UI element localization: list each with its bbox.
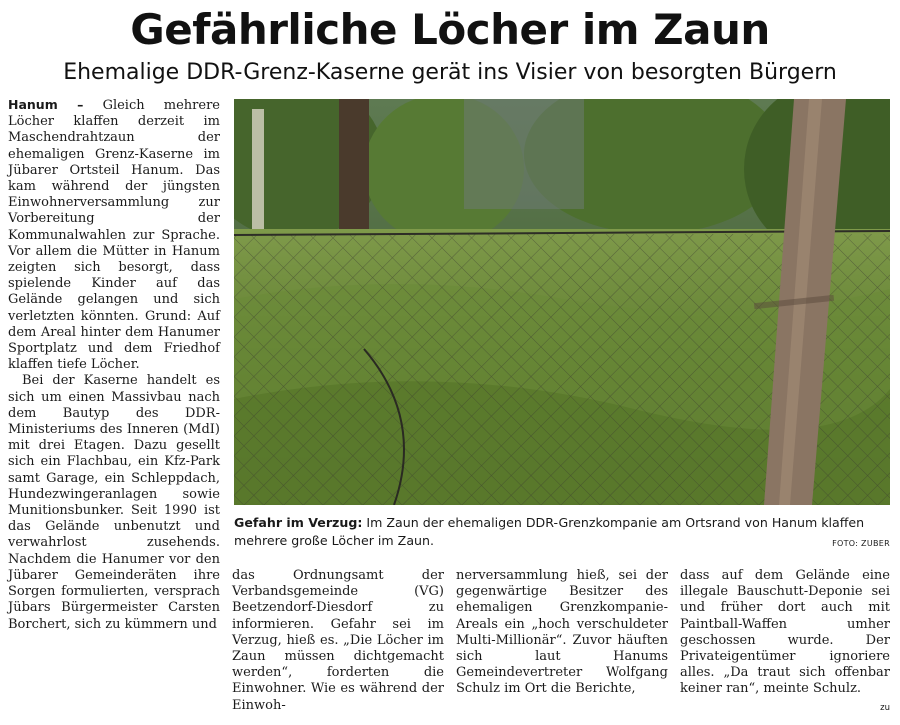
column-4-text: dass auf dem Gelände eine illegale Bauschutt-Deponie sei und früher dort auch mit Paintball-Waffen umher geschossen wurde. Der Privateigentümer ignoriere alles. „Da traut sich offenbar keiner ran“, meinte Schulz. — [680, 568, 890, 697]
paragraph-2: Bei der Kaserne handelt es sich um einen Massivbau nach dem Bautyp des DDR-Ministeriums des Inneren (MdI) mit drei Etagen. Dazu gesellt sich ein Flachbau, ein Kfz-Park samt Garage, ein Schleppdach, Hundezwingeranlagen sowie Munitionsbunker. Seit 1990 ist das Gelände unbenutzt und verwahrlost zusehends. Nachdem die Hanumer vor den Jübarer Gemeinderäten ihre Sorgen formulierten, versprach Jübars Bürgermeister Carsten Borchert, sich zu kümmern und — [8, 373, 220, 632]
article-photo — [234, 99, 890, 505]
photo-credit: FOTO: ZUBER — [832, 539, 890, 548]
subheadline: Ehemalige DDR-Grenz-Kaserne gerät ins Visier von besorgten Bürgern — [63, 60, 837, 85]
caption-text: Im Zaun der ehemaligen DDR-Grenzkompanie am Ortsrand von Hanum klaffen mehrere große Löcher im Zaun. — [234, 515, 865, 548]
paragraph-1-text: Gleich mehrere Löcher klaffen derzeit im Maschendrahtzaun der ehemaligen Grenz-Kaserne im Jübarer Ortsteil Hanum. Das kam während der jüngsten Einwohnerversammlung zur Vorbereitung der Kommunalwahlen zur Sprache. Vor allem die Mütter in Hanum zeigten sich besorgt, dass spielende Kinder auf das Gelände gelangen und sich verletzten könnten. Grund: Auf dem Areal hinter dem Hanumer Sportplatz und dem Friedhof klaffen tiefe Löcher. — [8, 98, 220, 373]
article-column-1 — [8, 97, 220, 633]
article-column-2 — [232, 568, 444, 714]
paragraph-1 — [8, 97, 220, 373]
dateline: Hanum – — [8, 97, 84, 112]
column-2-text: das Ordnungsamt der Verbandsgemeinde (VG) Beetzendorf-Diesdorf zu informieren. Gefahr sei im Verzug, hieß es. „Die Löcher im Zaun müssen dichtgemacht werden“, forderten die Einwohner. Wie es während der Einwoh- — [232, 568, 444, 713]
article-column-3 — [456, 568, 668, 698]
photo-caption — [234, 514, 890, 550]
headline: Gefährliche Löcher im Zaun — [130, 5, 770, 54]
article-column-4 — [680, 568, 890, 698]
caption-lead: Gefahr im Verzug: — [234, 515, 363, 530]
column-3-text: nerversammlung hieß, sei der gegenwärtige Besitzer des ehemaligen Grenzkompanie-Areals ein „hoch verschuldeter Multi-Millionär“. Zuvor häuften sich laut Hanums Gemeindevertreter Wolfgang Schulz im Ort die Berichte, — [456, 568, 668, 697]
author-signoff: zu — [880, 703, 890, 713]
